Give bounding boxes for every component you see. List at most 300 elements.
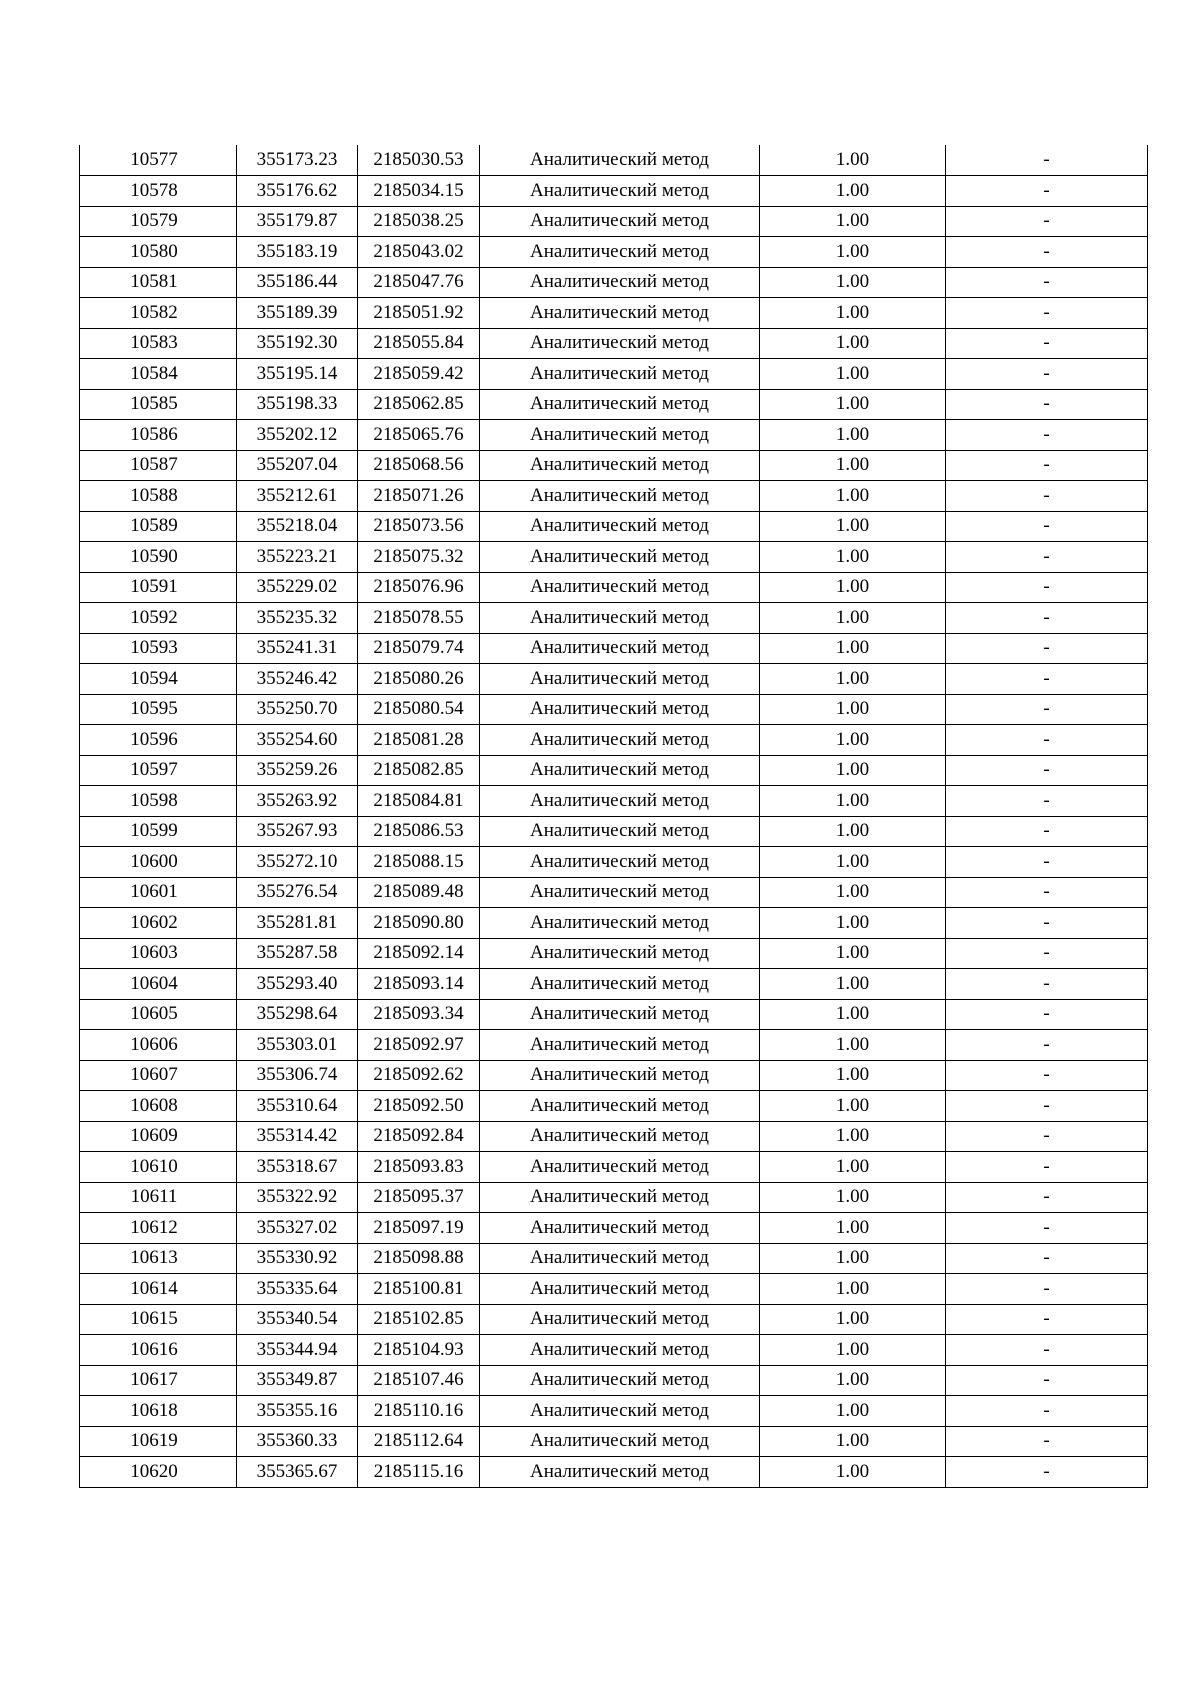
y-coordinate-cell: 2185068.56	[358, 450, 480, 481]
y-coordinate-cell: 2185093.34	[358, 999, 480, 1030]
x-coordinate-cell: 355259.26	[237, 755, 358, 786]
x-coordinate-cell: 355173.23	[237, 145, 358, 176]
y-coordinate-cell: 2185104.93	[358, 1335, 480, 1366]
y-coordinate-cell: 2185062.85	[358, 389, 480, 420]
note-cell: -	[946, 694, 1148, 725]
table-row	[80, 816, 1148, 847]
y-coordinate-cell: 2185043.02	[358, 237, 480, 268]
y-coordinate-cell: 2185038.25	[358, 206, 480, 237]
method-cell: Аналитический метод	[480, 969, 760, 1000]
table-row	[80, 1030, 1148, 1061]
accuracy-cell: 1.00	[760, 267, 946, 298]
y-coordinate-cell: 2185047.76	[358, 267, 480, 298]
accuracy-cell: 1.00	[760, 633, 946, 664]
method-cell: Аналитический метод	[480, 328, 760, 359]
note-cell: -	[946, 938, 1148, 969]
point-number-cell: 10583	[80, 328, 237, 359]
table-row	[80, 1335, 1148, 1366]
x-coordinate-cell: 355293.40	[237, 969, 358, 1000]
y-coordinate-cell: 2185097.19	[358, 1213, 480, 1244]
x-coordinate-cell: 355192.30	[237, 328, 358, 359]
note-cell: -	[946, 1426, 1148, 1457]
accuracy-cell: 1.00	[760, 298, 946, 329]
note-cell: -	[946, 1121, 1148, 1152]
method-cell: Аналитический метод	[480, 389, 760, 420]
point-number-cell: 10597	[80, 755, 237, 786]
point-number-cell: 10605	[80, 999, 237, 1030]
x-coordinate-cell: 355189.39	[237, 298, 358, 329]
y-coordinate-cell: 2185059.42	[358, 359, 480, 390]
method-cell: Аналитический метод	[480, 1091, 760, 1122]
accuracy-cell: 1.00	[760, 481, 946, 512]
accuracy-cell: 1.00	[760, 1396, 946, 1427]
point-number-cell: 10589	[80, 511, 237, 542]
table-row	[80, 908, 1148, 939]
x-coordinate-cell: 355250.70	[237, 694, 358, 725]
y-coordinate-cell: 2185075.32	[358, 542, 480, 573]
accuracy-cell: 1.00	[760, 969, 946, 1000]
point-number-cell: 10617	[80, 1365, 237, 1396]
x-coordinate-cell: 355322.92	[237, 1182, 358, 1213]
accuracy-cell: 1.00	[760, 1274, 946, 1305]
accuracy-cell: 1.00	[760, 206, 946, 237]
x-coordinate-cell: 355179.87	[237, 206, 358, 237]
accuracy-cell: 1.00	[760, 1213, 946, 1244]
table-row	[80, 176, 1148, 207]
note-cell: -	[946, 328, 1148, 359]
method-cell: Аналитический метод	[480, 450, 760, 481]
method-cell: Аналитический метод	[480, 237, 760, 268]
method-cell: Аналитический метод	[480, 1182, 760, 1213]
note-cell: -	[946, 511, 1148, 542]
accuracy-cell: 1.00	[760, 664, 946, 695]
method-cell: Аналитический метод	[480, 145, 760, 176]
y-coordinate-cell: 2185071.26	[358, 481, 480, 512]
y-coordinate-cell: 2185107.46	[358, 1365, 480, 1396]
x-coordinate-cell: 355335.64	[237, 1274, 358, 1305]
point-number-cell: 10602	[80, 908, 237, 939]
method-cell: Аналитический метод	[480, 847, 760, 878]
y-coordinate-cell: 2185102.85	[358, 1304, 480, 1335]
accuracy-cell: 1.00	[760, 1243, 946, 1274]
note-cell: -	[946, 389, 1148, 420]
y-coordinate-cell: 2185088.15	[358, 847, 480, 878]
note-cell: -	[946, 603, 1148, 634]
x-coordinate-cell: 355327.02	[237, 1213, 358, 1244]
x-coordinate-cell: 355198.33	[237, 389, 358, 420]
method-cell: Аналитический метод	[480, 908, 760, 939]
accuracy-cell: 1.00	[760, 1426, 946, 1457]
note-cell: -	[946, 145, 1148, 176]
table-row	[80, 389, 1148, 420]
method-cell: Аналитический метод	[480, 1152, 760, 1183]
table-row	[80, 877, 1148, 908]
note-cell: -	[946, 176, 1148, 207]
note-cell: -	[946, 1304, 1148, 1335]
point-number-cell: 10614	[80, 1274, 237, 1305]
note-cell: -	[946, 725, 1148, 756]
point-number-cell: 10620	[80, 1457, 237, 1488]
accuracy-cell: 1.00	[760, 145, 946, 176]
point-number-cell: 10577	[80, 145, 237, 176]
x-coordinate-cell: 355207.04	[237, 450, 358, 481]
point-number-cell: 10606	[80, 1030, 237, 1061]
y-coordinate-cell: 2185080.26	[358, 664, 480, 695]
note-cell: -	[946, 1335, 1148, 1366]
table-row	[80, 206, 1148, 237]
method-cell: Аналитический метод	[480, 1243, 760, 1274]
table-row	[80, 1304, 1148, 1335]
y-coordinate-cell: 2185100.81	[358, 1274, 480, 1305]
point-number-cell: 10578	[80, 176, 237, 207]
y-coordinate-cell: 2185092.84	[358, 1121, 480, 1152]
x-coordinate-cell: 355176.62	[237, 176, 358, 207]
x-coordinate-cell: 355298.64	[237, 999, 358, 1030]
y-coordinate-cell: 2185078.55	[358, 603, 480, 634]
note-cell: -	[946, 786, 1148, 817]
method-cell: Аналитический метод	[480, 298, 760, 329]
method-cell: Аналитический метод	[480, 542, 760, 573]
accuracy-cell: 1.00	[760, 694, 946, 725]
y-coordinate-cell: 2185098.88	[358, 1243, 480, 1274]
y-coordinate-cell: 2185079.74	[358, 633, 480, 664]
point-number-cell: 10610	[80, 1152, 237, 1183]
point-number-cell: 10618	[80, 1396, 237, 1427]
y-coordinate-cell: 2185082.85	[358, 755, 480, 786]
point-number-cell: 10599	[80, 816, 237, 847]
y-coordinate-cell: 2185089.48	[358, 877, 480, 908]
accuracy-cell: 1.00	[760, 1304, 946, 1335]
point-number-cell: 10581	[80, 267, 237, 298]
point-number-cell: 10579	[80, 206, 237, 237]
y-coordinate-cell: 2185092.62	[358, 1060, 480, 1091]
method-cell: Аналитический метод	[480, 511, 760, 542]
point-number-cell: 10616	[80, 1335, 237, 1366]
note-cell: -	[946, 420, 1148, 451]
point-number-cell: 10612	[80, 1213, 237, 1244]
method-cell: Аналитический метод	[480, 603, 760, 634]
y-coordinate-cell: 2185073.56	[358, 511, 480, 542]
accuracy-cell: 1.00	[760, 572, 946, 603]
x-coordinate-cell: 355344.94	[237, 1335, 358, 1366]
note-cell: -	[946, 1457, 1148, 1488]
note-cell: -	[946, 298, 1148, 329]
table-row	[80, 725, 1148, 756]
note-cell: -	[946, 969, 1148, 1000]
accuracy-cell: 1.00	[760, 755, 946, 786]
x-coordinate-cell: 355287.58	[237, 938, 358, 969]
x-coordinate-cell: 355246.42	[237, 664, 358, 695]
table-row	[80, 694, 1148, 725]
note-cell: -	[946, 1152, 1148, 1183]
method-cell: Аналитический метод	[480, 694, 760, 725]
accuracy-cell: 1.00	[760, 450, 946, 481]
x-coordinate-cell: 355276.54	[237, 877, 358, 908]
note-cell: -	[946, 633, 1148, 664]
note-cell: -	[946, 1213, 1148, 1244]
x-coordinate-cell: 355365.67	[237, 1457, 358, 1488]
y-coordinate-cell: 2185034.15	[358, 176, 480, 207]
accuracy-cell: 1.00	[760, 877, 946, 908]
x-coordinate-cell: 355263.92	[237, 786, 358, 817]
note-cell: -	[946, 359, 1148, 390]
x-coordinate-cell: 355330.92	[237, 1243, 358, 1274]
y-coordinate-cell: 2185055.84	[358, 328, 480, 359]
accuracy-cell: 1.00	[760, 1182, 946, 1213]
accuracy-cell: 1.00	[760, 420, 946, 451]
method-cell: Аналитический метод	[480, 1426, 760, 1457]
table-row	[80, 1060, 1148, 1091]
method-cell: Аналитический метод	[480, 420, 760, 451]
point-number-cell: 10585	[80, 389, 237, 420]
table-row	[80, 1457, 1148, 1488]
x-coordinate-cell: 355310.64	[237, 1091, 358, 1122]
table-row	[80, 481, 1148, 512]
table-row	[80, 1152, 1148, 1183]
y-coordinate-cell: 2185092.14	[358, 938, 480, 969]
x-coordinate-cell: 355235.32	[237, 603, 358, 634]
note-cell: -	[946, 1396, 1148, 1427]
y-coordinate-cell: 2185095.37	[358, 1182, 480, 1213]
point-number-cell: 10615	[80, 1304, 237, 1335]
y-coordinate-cell: 2185086.53	[358, 816, 480, 847]
note-cell: -	[946, 450, 1148, 481]
note-cell: -	[946, 664, 1148, 695]
point-number-cell: 10598	[80, 786, 237, 817]
x-coordinate-cell: 355212.61	[237, 481, 358, 512]
table-row	[80, 1182, 1148, 1213]
method-cell: Аналитический метод	[480, 1365, 760, 1396]
table-row	[80, 1243, 1148, 1274]
point-number-cell: 10592	[80, 603, 237, 634]
table-row	[80, 1365, 1148, 1396]
accuracy-cell: 1.00	[760, 542, 946, 573]
accuracy-cell: 1.00	[760, 999, 946, 1030]
method-cell: Аналитический метод	[480, 1274, 760, 1305]
accuracy-cell: 1.00	[760, 389, 946, 420]
method-cell: Аналитический метод	[480, 1121, 760, 1152]
table-row	[80, 1274, 1148, 1305]
accuracy-cell: 1.00	[760, 359, 946, 390]
table-row	[80, 511, 1148, 542]
table-row	[80, 938, 1148, 969]
y-coordinate-cell: 2185081.28	[358, 725, 480, 756]
x-coordinate-cell: 355281.81	[237, 908, 358, 939]
accuracy-cell: 1.00	[760, 1152, 946, 1183]
x-coordinate-cell: 355360.33	[237, 1426, 358, 1457]
note-cell: -	[946, 1091, 1148, 1122]
note-cell: -	[946, 1182, 1148, 1213]
x-coordinate-cell: 355223.21	[237, 542, 358, 573]
x-coordinate-cell: 355272.10	[237, 847, 358, 878]
note-cell: -	[946, 267, 1148, 298]
point-number-cell: 10588	[80, 481, 237, 512]
method-cell: Аналитический метод	[480, 1304, 760, 1335]
table-row	[80, 633, 1148, 664]
note-cell: -	[946, 847, 1148, 878]
table-row	[80, 267, 1148, 298]
note-cell: -	[946, 816, 1148, 847]
coordinates-table-body	[80, 145, 1148, 1487]
note-cell: -	[946, 1274, 1148, 1305]
accuracy-cell: 1.00	[760, 1335, 946, 1366]
y-coordinate-cell: 2185076.96	[358, 572, 480, 603]
point-number-cell: 10587	[80, 450, 237, 481]
x-coordinate-cell: 355202.12	[237, 420, 358, 451]
table-row	[80, 298, 1148, 329]
accuracy-cell: 1.00	[760, 328, 946, 359]
table-row	[80, 145, 1148, 176]
method-cell: Аналитический метод	[480, 938, 760, 969]
x-coordinate-cell: 355241.31	[237, 633, 358, 664]
x-coordinate-cell: 355183.19	[237, 237, 358, 268]
point-number-cell: 10604	[80, 969, 237, 1000]
table-row	[80, 542, 1148, 573]
table-row	[80, 1426, 1148, 1457]
note-cell: -	[946, 1030, 1148, 1061]
point-number-cell: 10590	[80, 542, 237, 573]
point-number-cell: 10613	[80, 1243, 237, 1274]
method-cell: Аналитический метод	[480, 877, 760, 908]
y-coordinate-cell: 2185030.53	[358, 145, 480, 176]
x-coordinate-cell: 355318.67	[237, 1152, 358, 1183]
y-coordinate-cell: 2185093.83	[358, 1152, 480, 1183]
accuracy-cell: 1.00	[760, 816, 946, 847]
point-number-cell: 10611	[80, 1182, 237, 1213]
x-coordinate-cell: 355229.02	[237, 572, 358, 603]
point-number-cell: 10580	[80, 237, 237, 268]
y-coordinate-cell: 2185065.76	[358, 420, 480, 451]
x-coordinate-cell: 355340.54	[237, 1304, 358, 1335]
point-number-cell: 10609	[80, 1121, 237, 1152]
accuracy-cell: 1.00	[760, 1060, 946, 1091]
y-coordinate-cell: 2185092.97	[358, 1030, 480, 1061]
method-cell: Аналитический метод	[480, 725, 760, 756]
accuracy-cell: 1.00	[760, 1091, 946, 1122]
x-coordinate-cell: 355186.44	[237, 267, 358, 298]
method-cell: Аналитический метод	[480, 786, 760, 817]
accuracy-cell: 1.00	[760, 786, 946, 817]
y-coordinate-cell: 2185092.50	[358, 1091, 480, 1122]
method-cell: Аналитический метод	[480, 633, 760, 664]
x-coordinate-cell: 355314.42	[237, 1121, 358, 1152]
point-number-cell: 10595	[80, 694, 237, 725]
method-cell: Аналитический метод	[480, 1457, 760, 1488]
table-row	[80, 999, 1148, 1030]
x-coordinate-cell: 355218.04	[237, 511, 358, 542]
accuracy-cell: 1.00	[760, 908, 946, 939]
y-coordinate-cell: 2185112.64	[358, 1426, 480, 1457]
method-cell: Аналитический метод	[480, 359, 760, 390]
method-cell: Аналитический метод	[480, 1060, 760, 1091]
table-row	[80, 603, 1148, 634]
y-coordinate-cell: 2185090.80	[358, 908, 480, 939]
table-row	[80, 1396, 1148, 1427]
note-cell: -	[946, 755, 1148, 786]
table-row	[80, 328, 1148, 359]
method-cell: Аналитический метод	[480, 1335, 760, 1366]
method-cell: Аналитический метод	[480, 1396, 760, 1427]
table-row	[80, 420, 1148, 451]
point-number-cell: 10603	[80, 938, 237, 969]
accuracy-cell: 1.00	[760, 1365, 946, 1396]
table-row	[80, 359, 1148, 390]
method-cell: Аналитический метод	[480, 267, 760, 298]
note-cell: -	[946, 481, 1148, 512]
y-coordinate-cell: 2185084.81	[358, 786, 480, 817]
table-row	[80, 969, 1148, 1000]
table-row	[80, 786, 1148, 817]
note-cell: -	[946, 877, 1148, 908]
accuracy-cell: 1.00	[760, 1030, 946, 1061]
accuracy-cell: 1.00	[760, 176, 946, 207]
note-cell: -	[946, 1365, 1148, 1396]
x-coordinate-cell: 355195.14	[237, 359, 358, 390]
note-cell: -	[946, 237, 1148, 268]
method-cell: Аналитический метод	[480, 572, 760, 603]
method-cell: Аналитический метод	[480, 999, 760, 1030]
y-coordinate-cell: 2185080.54	[358, 694, 480, 725]
method-cell: Аналитический метод	[480, 1213, 760, 1244]
table-row	[80, 237, 1148, 268]
method-cell: Аналитический метод	[480, 206, 760, 237]
note-cell: -	[946, 1060, 1148, 1091]
table-row	[80, 755, 1148, 786]
method-cell: Аналитический метод	[480, 481, 760, 512]
point-number-cell: 10601	[80, 877, 237, 908]
point-number-cell: 10584	[80, 359, 237, 390]
y-coordinate-cell: 2185115.16	[358, 1457, 480, 1488]
y-coordinate-cell: 2185051.92	[358, 298, 480, 329]
accuracy-cell: 1.00	[760, 938, 946, 969]
point-number-cell: 10619	[80, 1426, 237, 1457]
note-cell: -	[946, 1243, 1148, 1274]
point-number-cell: 10582	[80, 298, 237, 329]
accuracy-cell: 1.00	[760, 511, 946, 542]
x-coordinate-cell: 355267.93	[237, 816, 358, 847]
point-number-cell: 10591	[80, 572, 237, 603]
y-coordinate-cell: 2185110.16	[358, 1396, 480, 1427]
note-cell: -	[946, 206, 1148, 237]
table-row	[80, 450, 1148, 481]
table-row	[80, 664, 1148, 695]
x-coordinate-cell: 355306.74	[237, 1060, 358, 1091]
accuracy-cell: 1.00	[760, 237, 946, 268]
x-coordinate-cell: 355254.60	[237, 725, 358, 756]
note-cell: -	[946, 542, 1148, 573]
point-number-cell: 10594	[80, 664, 237, 695]
accuracy-cell: 1.00	[760, 725, 946, 756]
table-row	[80, 1121, 1148, 1152]
y-coordinate-cell: 2185093.14	[358, 969, 480, 1000]
method-cell: Аналитический метод	[480, 664, 760, 695]
note-cell: -	[946, 572, 1148, 603]
method-cell: Аналитический метод	[480, 176, 760, 207]
accuracy-cell: 1.00	[760, 1457, 946, 1488]
method-cell: Аналитический метод	[480, 755, 760, 786]
point-number-cell: 10593	[80, 633, 237, 664]
accuracy-cell: 1.00	[760, 847, 946, 878]
point-number-cell: 10607	[80, 1060, 237, 1091]
method-cell: Аналитический метод	[480, 816, 760, 847]
note-cell: -	[946, 908, 1148, 939]
accuracy-cell: 1.00	[760, 603, 946, 634]
x-coordinate-cell: 355303.01	[237, 1030, 358, 1061]
point-number-cell: 10600	[80, 847, 237, 878]
note-cell: -	[946, 999, 1148, 1030]
accuracy-cell: 1.00	[760, 1121, 946, 1152]
x-coordinate-cell: 355355.16	[237, 1396, 358, 1427]
